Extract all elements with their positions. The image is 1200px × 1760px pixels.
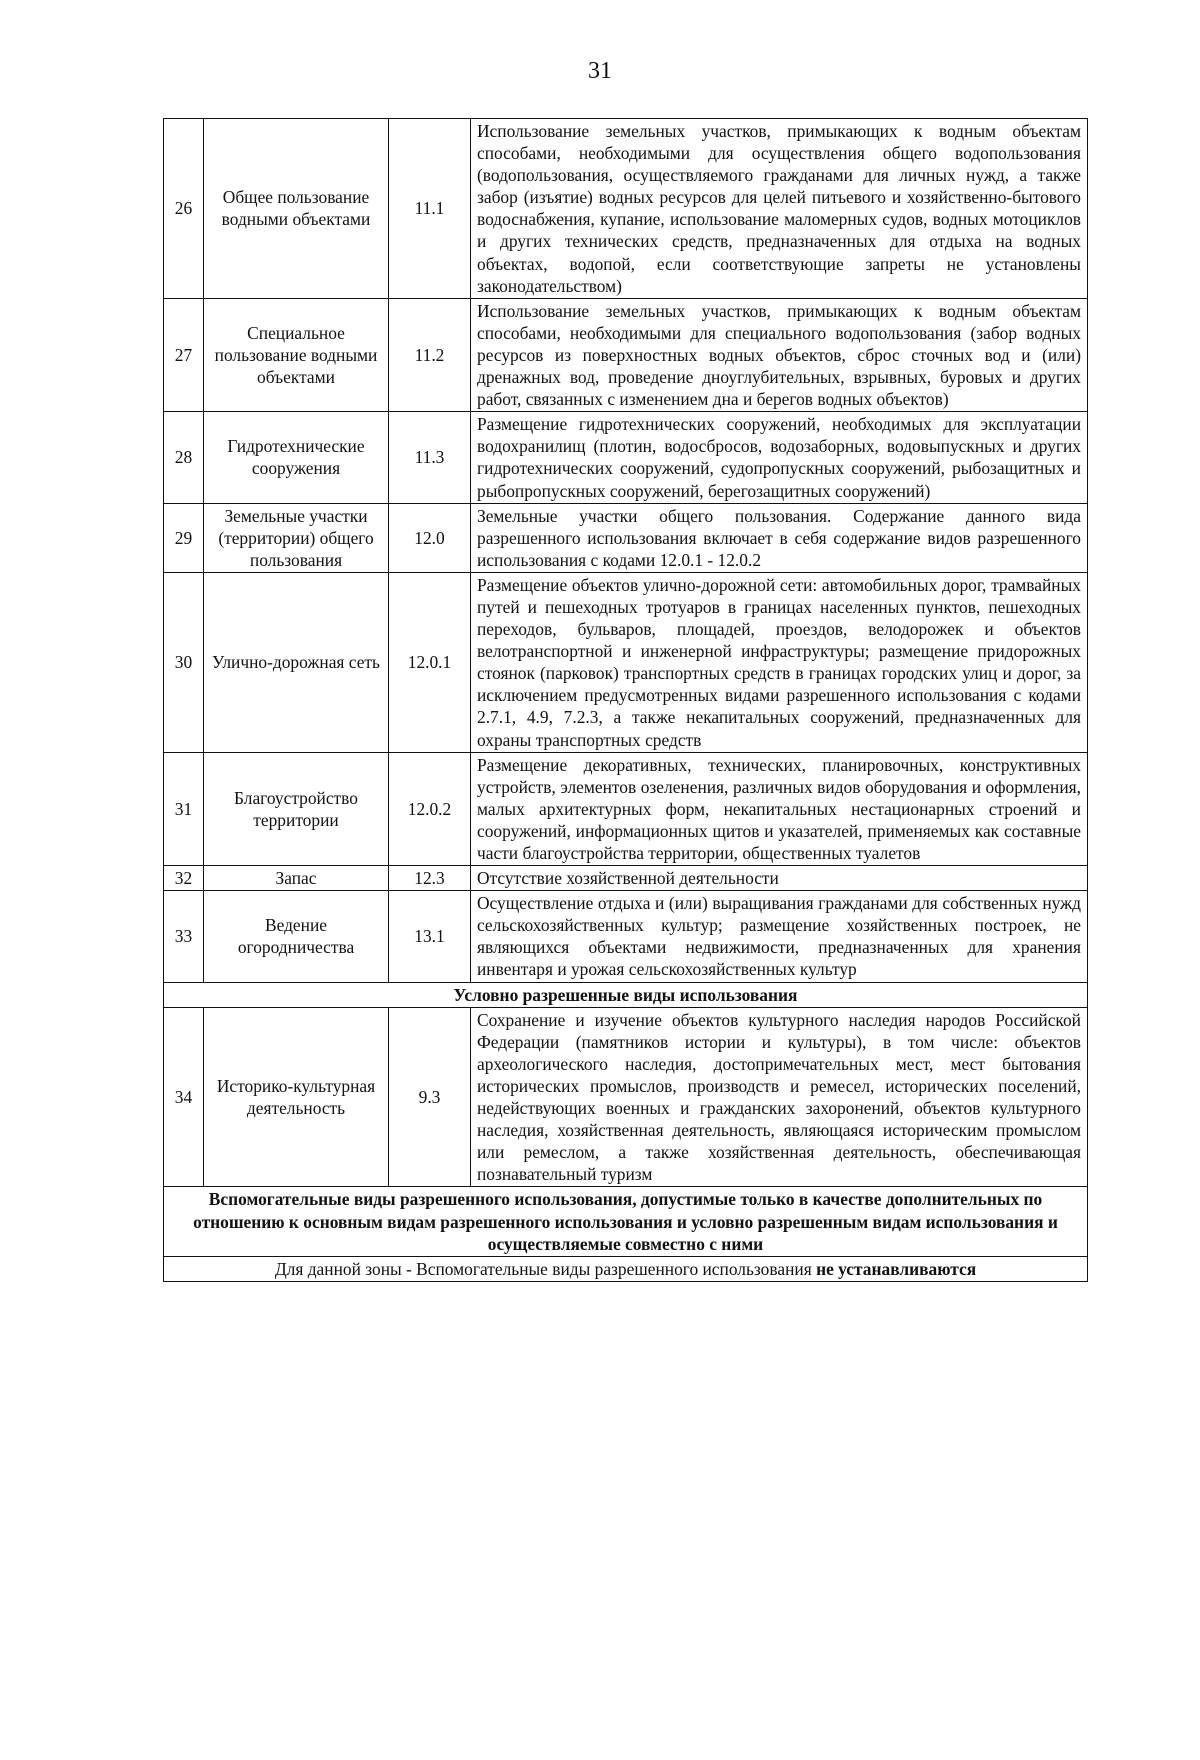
conditional-rows <box>164 1007 1088 1187</box>
footer-bold-text: не устанавливаются <box>816 1258 977 1279</box>
use-type-code: 12.0.2 <box>389 752 471 865</box>
use-type-name: Земельные участки (территории) общего пользования <box>204 503 389 572</box>
auxiliary-header-row <box>164 1187 1088 1256</box>
use-type-name: Благоустройство территории <box>204 752 389 865</box>
footer-note <box>164 1256 1088 1281</box>
row-number: 26 <box>164 119 204 299</box>
row-number: 30 <box>164 572 204 752</box>
use-type-name: Улично-дорожная сеть <box>204 572 389 752</box>
table-row <box>164 891 1088 982</box>
use-type-code: 12.3 <box>389 866 471 891</box>
use-type-description: Размещение гидротехнических сооружений, необходимых для эксплуатации водохранилищ (плотин, водосбросов, водозаборных, водовыпускных и других гидротехнических сооружений, судопропускных сооружений, рыбозащитных и рыбопропускных сооружений, берегозащитных сооружений) <box>471 412 1088 503</box>
row-number: 32 <box>164 866 204 891</box>
use-type-description: Размещение объектов улично-дорожной сети: автомобильных дорог, трамвайных путей и пешеходных тротуаров в границах населенных пунктов, пешеходных переходов, бульваров, площадей, проездов, велодорожек и объектов велотранспортной и инженерной инфраструктуры; размещение придорожных стоянок (парковок) транспортных средств в границах городских улиц и дорог, за исключением предусмотренных видами разрешенного использования с кодами 2.7.1, 4.9, 7.2.3, а также некапитальных сооружений, предназначенных для охраны транспортных средств <box>471 572 1088 752</box>
table-row <box>164 866 1088 891</box>
use-type-description: Сохранение и изучение объектов культурного наследия народов Российской Федерации (памятников истории и культуры), в том числе: объектов археологического наследия, достопримечательных мест, мест бытования исторических промыслов, производств и ремесел, исторических поселений, недействующих военных и гражданских захоронений, объектов культурного наследия, хозяйственная деятельность, являющаяся историческим промыслом или ремеслом, а также хозяйственная деятельность, обеспечивающая познавательный туризм <box>471 1007 1088 1187</box>
use-type-description: Размещение декоративных, технических, планировочных, конструктивных устройств, элементов озеленения, различных видов оборудования и оформления, малых архитектурных форм, некапитальных нестационарных строений и сооружений, информационных щитов и указателей, применяемых как составные части благоустройства территории, общественных туалетов <box>471 752 1088 865</box>
use-type-description: Использование земельных участков, примыкающих к водным объектам способами, необходимыми для специального водопользования (забор водных ресурсов из поверхностных водных объектов, сброс сточных вод и (или) дренажных вод, проведение дноуглубительных, взрывных, буровых и других работ, связанных с изменением дна и берегов водных объектов) <box>471 298 1088 411</box>
use-type-description: Отсутствие хозяйственной деятельности <box>471 866 1088 891</box>
use-type-description: Осуществление отдыха и (или) выращивания гражданами для собственных нужд сельскохозяйственных культур; размещение хозяйственных построек, не являющихся объектами недвижимости, предназначенных для хранения инвентаря и урожая сельскохозяйственных культур <box>471 891 1088 982</box>
use-type-code: 11.1 <box>389 119 471 299</box>
use-type-code: 12.0.1 <box>389 572 471 752</box>
footer-row <box>164 1256 1088 1281</box>
main-rows <box>164 119 1088 983</box>
auxiliary-section-title: Вспомогательные виды разрешенного использования, допустимые только в качестве дополнительных по отношению к основным видам разрешенного использования и условно разрешенным видам использования и осуществляемые совместно с ними <box>164 1187 1088 1256</box>
use-type-code: 11.2 <box>389 298 471 411</box>
use-type-name: Специальное пользование водными объектами <box>204 298 389 411</box>
use-type-code: 9.3 <box>389 1007 471 1187</box>
use-type-description: Земельные участки общего пользования. Содержание данного вида разрешенного использования включает в себя содержание видов разрешенного использования с кодами 12.0.1 - 12.0.2 <box>471 503 1088 572</box>
table-row <box>164 119 1088 299</box>
auxiliary-section <box>164 1187 1088 1281</box>
use-type-code: 11.3 <box>389 412 471 503</box>
row-number: 31 <box>164 752 204 865</box>
use-type-code: 13.1 <box>389 891 471 982</box>
page-number: 31 <box>588 58 612 84</box>
row-number: 29 <box>164 503 204 572</box>
conditional-section <box>164 982 1088 1007</box>
use-type-name: Гидротехнические сооружения <box>204 412 389 503</box>
use-type-name: Запас <box>204 866 389 891</box>
use-type-name: Ведение огородничества <box>204 891 389 982</box>
section-header-row <box>164 982 1088 1007</box>
use-type-name: Историко-культурная деятельность <box>204 1007 389 1187</box>
land-use-table <box>163 118 1088 1282</box>
footer-text: Для данной зоны - Вспомогательные виды разрешенного использования <box>274 1258 812 1279</box>
row-number: 33 <box>164 891 204 982</box>
use-type-name: Общее пользование водными объектами <box>204 119 389 299</box>
table-row <box>164 1007 1088 1187</box>
row-number: 28 <box>164 412 204 503</box>
use-type-code: 12.0 <box>389 503 471 572</box>
table-row <box>164 298 1088 411</box>
table-row <box>164 752 1088 865</box>
row-number: 27 <box>164 298 204 411</box>
row-number: 34 <box>164 1007 204 1187</box>
table-row <box>164 572 1088 752</box>
table-row <box>164 503 1088 572</box>
conditional-section-title: Условно разрешенные виды использования <box>164 982 1088 1007</box>
use-type-description: Использование земельных участков, примыкающих к водным объектам способами, необходимыми для осуществления общего водопользования (водопользования, осуществляемого гражданами для личных нужд, а также забор (изъятие) водных ресурсов для целей питьевого и хозяйственно-бытового водоснабжения, купание, использование маломерных судов, водных мотоциклов и других технических средств, предназначенных для отдыха на водных объектах, водопой, если соответствующие запреты не установлены законодательством) <box>471 119 1088 299</box>
table-row <box>164 412 1088 503</box>
